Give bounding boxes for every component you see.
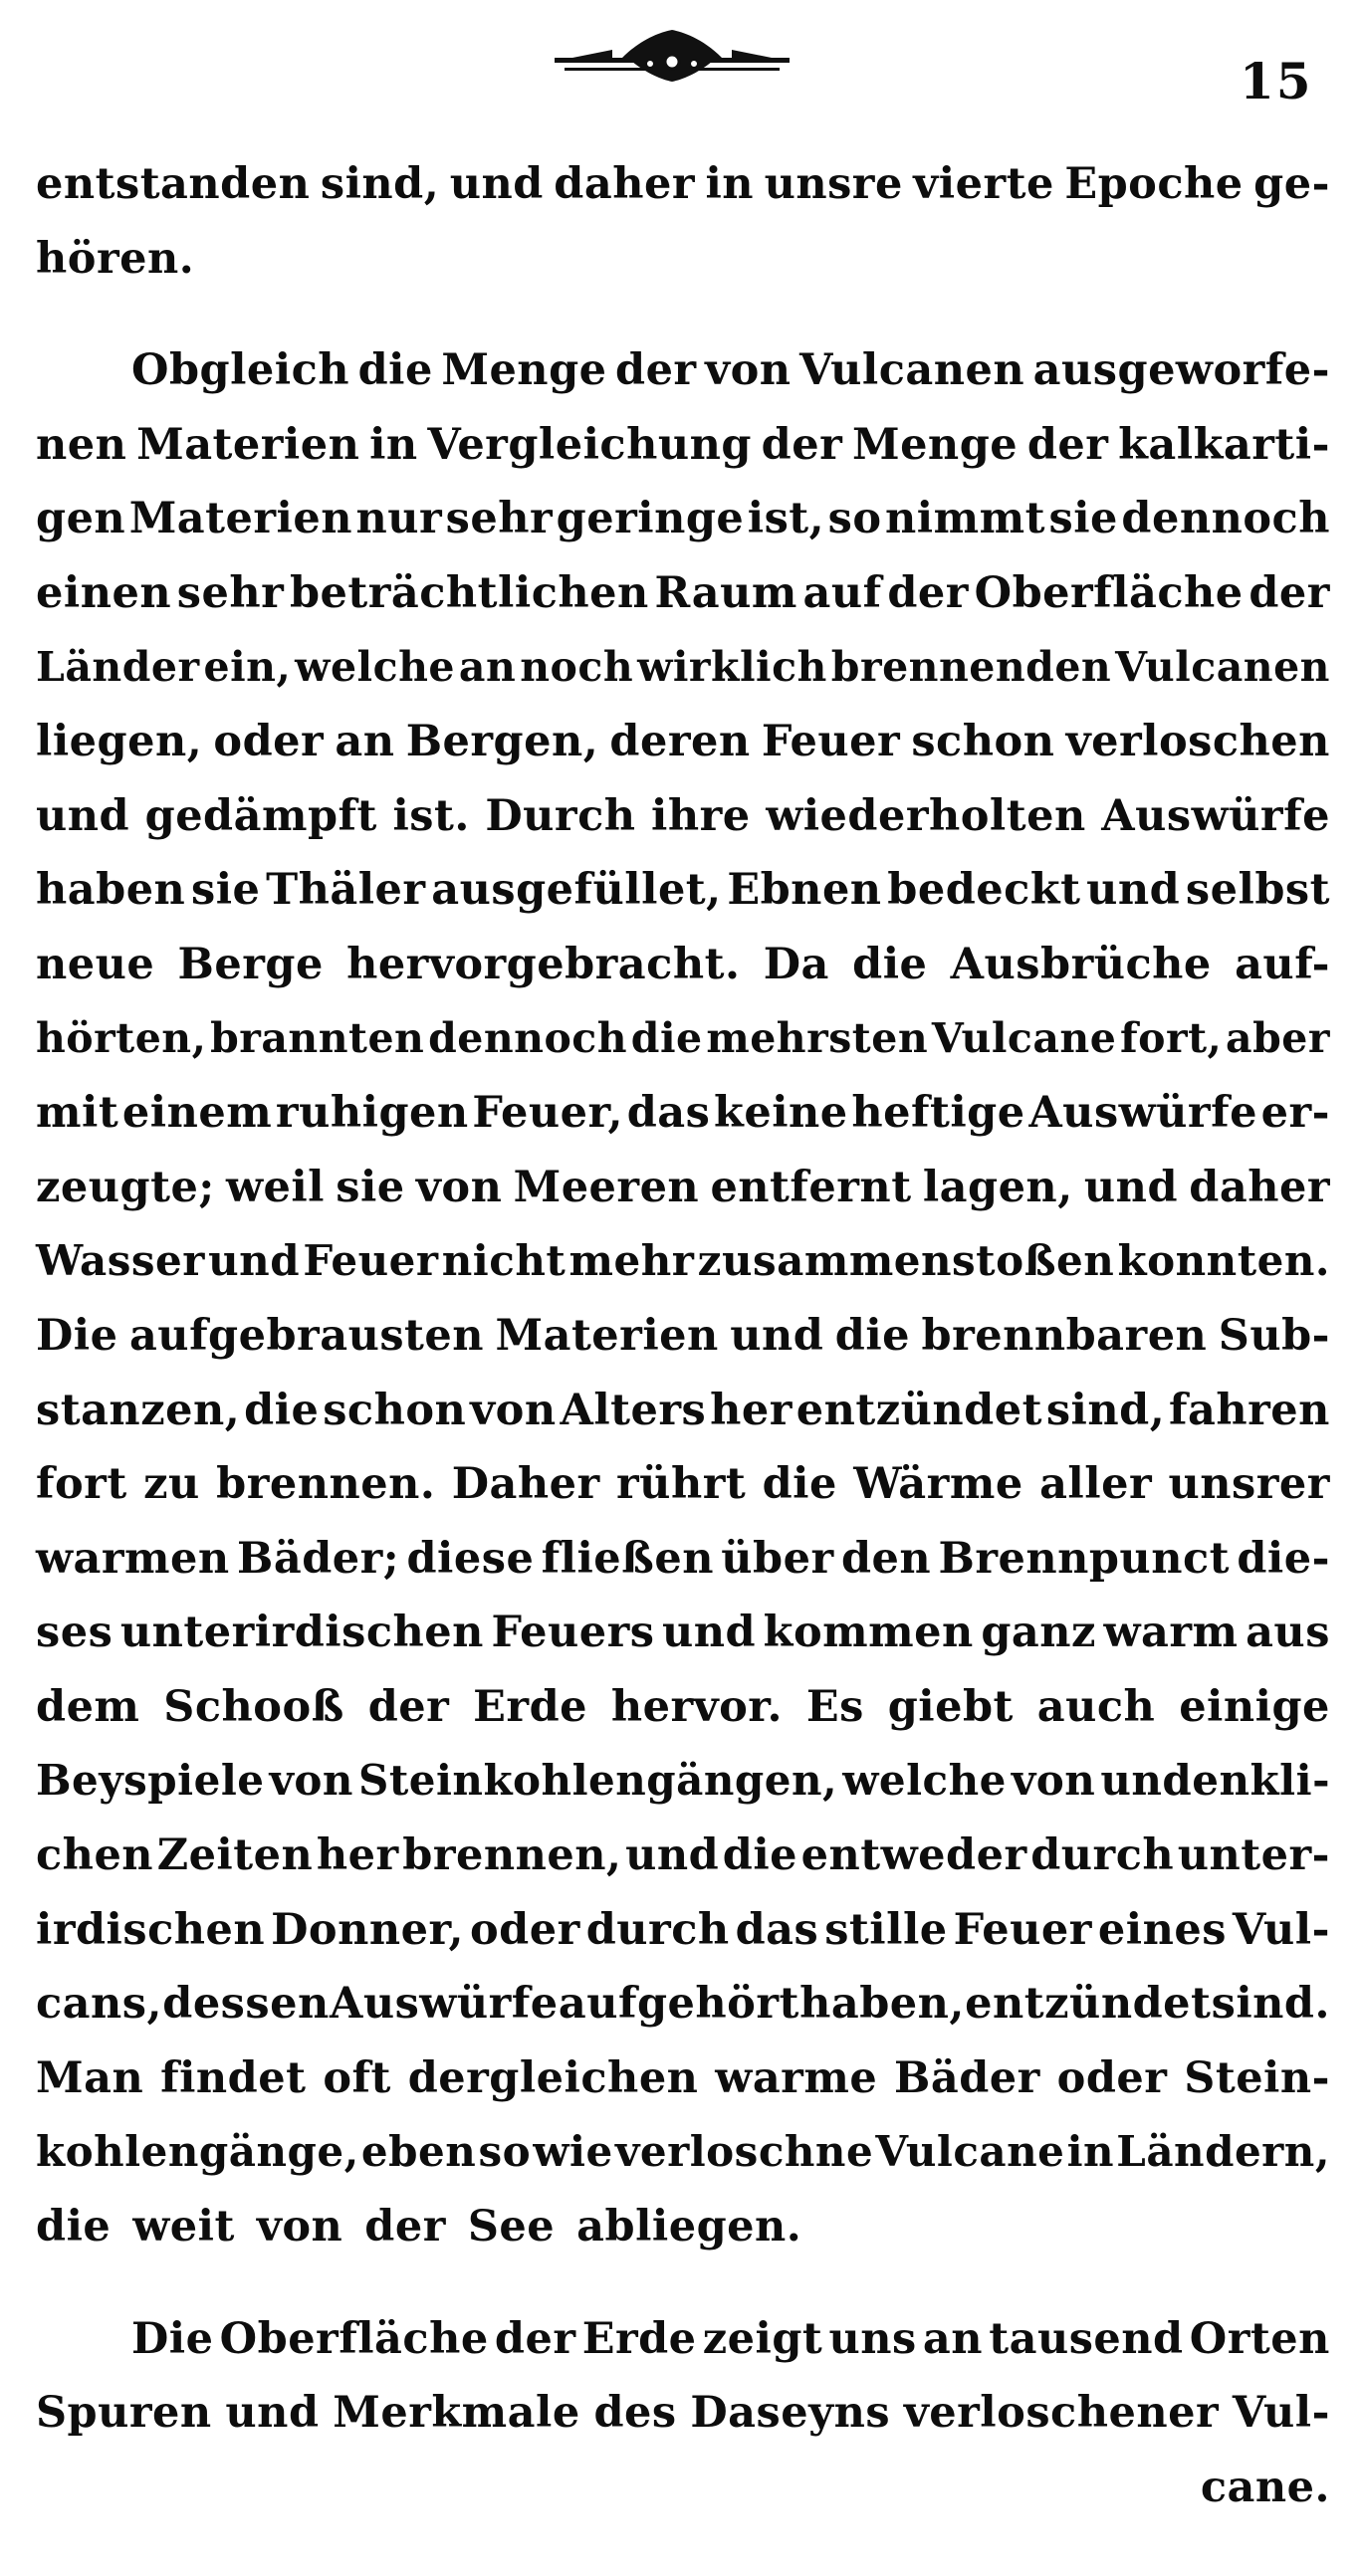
word: cane.	[1200, 2462, 1330, 2512]
word: warme	[715, 2052, 878, 2103]
word: sie	[336, 1162, 405, 1212]
word: und	[225, 2388, 320, 2439]
word: Meeren	[513, 1162, 700, 1212]
word: zu	[143, 1459, 200, 1510]
word: über	[721, 1533, 834, 1584]
text-line	[36, 1236, 1330, 1311]
word: heftige	[851, 1088, 1025, 1139]
word: Die	[131, 2313, 214, 2364]
text-line	[36, 2202, 1330, 2276]
word: ein,	[203, 642, 292, 691]
paragraph-gap	[36, 2276, 1330, 2314]
text-line	[36, 1756, 1330, 1830]
word: und	[1083, 1162, 1179, 1212]
word: keine	[714, 1088, 848, 1139]
word: unsrer	[1168, 1459, 1330, 1510]
word: haben	[36, 865, 186, 916]
word: und	[36, 790, 130, 841]
word: an	[922, 2313, 984, 2364]
word: ausgeworfe-	[1032, 345, 1330, 396]
word: kalkarti-	[1118, 419, 1330, 470]
word: Daseyns	[690, 2388, 891, 2439]
word: Steinkohlengängen,	[358, 1756, 838, 1806]
word: weit	[132, 2202, 235, 2253]
word: giebt	[887, 1681, 1014, 1732]
word: aufgehört	[558, 1979, 799, 2030]
word: er-	[1260, 1088, 1330, 1139]
word: sehr	[176, 567, 285, 618]
word: sie	[191, 865, 261, 916]
word: Feuers	[491, 1608, 655, 1658]
word: einem	[121, 1088, 273, 1139]
word: abliegen.	[576, 2202, 802, 2253]
word: eben	[360, 2127, 477, 2177]
word: Vul-	[1232, 2388, 1330, 2439]
word: mehrsten	[706, 1013, 929, 1062]
word: Man	[36, 2052, 144, 2103]
word: Es	[805, 1681, 864, 1732]
word: der	[494, 2313, 576, 2364]
word: schon	[323, 1385, 467, 1435]
body-text	[36, 159, 1330, 2536]
word: aller	[1039, 1459, 1153, 1510]
text-line	[36, 234, 1330, 309]
word: noch	[520, 642, 634, 691]
word: entweder	[800, 1830, 1027, 1881]
text-line	[36, 568, 1330, 643]
word: oft	[323, 2052, 391, 2103]
word: und	[449, 159, 544, 209]
word: zusammenstoßen	[697, 1236, 1115, 1286]
word: auf-	[1235, 939, 1330, 989]
word: sie	[1048, 494, 1118, 544]
word: nicht	[441, 1236, 567, 1286]
word: entzündet	[965, 1979, 1212, 2030]
word: uns	[828, 2313, 917, 2364]
word: das	[735, 1904, 819, 1955]
word: Feuer,	[472, 1088, 623, 1139]
text-line	[36, 1088, 1330, 1163]
word: und	[662, 1608, 757, 1658]
word: wiederholten	[766, 790, 1086, 841]
text-line	[36, 791, 1330, 866]
word: aber	[1226, 1013, 1330, 1062]
word: Wasser	[36, 1236, 205, 1286]
word: brannten	[210, 1013, 425, 1062]
text-line	[36, 1905, 1330, 1980]
word: ge-	[1253, 159, 1330, 209]
word: die	[762, 1459, 837, 1510]
text-line	[36, 2314, 1330, 2389]
word: sind,	[320, 159, 440, 209]
word: sehr	[445, 494, 554, 544]
word: durch	[1030, 1830, 1175, 1881]
word: Ebnen	[727, 865, 882, 916]
word: Menge	[441, 345, 607, 396]
word: hörten,	[36, 1013, 207, 1062]
word: Vul-	[1232, 1904, 1330, 1955]
word: Ausbrüche	[950, 939, 1212, 989]
word: findet	[160, 2052, 307, 2103]
word: und	[1086, 865, 1181, 916]
word: haben,	[799, 1979, 965, 2030]
word: sind,	[1045, 1385, 1166, 1435]
word: rührt	[616, 1459, 747, 1510]
word: der	[1248, 567, 1330, 618]
word: wie	[533, 2127, 613, 2177]
word: so	[478, 2127, 532, 2177]
word: Materien	[495, 1310, 719, 1361]
word: dennoch	[1121, 494, 1330, 544]
word: und	[208, 1236, 301, 1286]
word: die	[722, 1830, 798, 1881]
word: Vulcane	[931, 1013, 1117, 1062]
word: hervorgebracht.	[346, 939, 741, 989]
word: Oberfläche	[974, 567, 1244, 618]
word: Oberfläche	[219, 2313, 489, 2364]
word: in	[705, 159, 755, 209]
word: einen	[36, 567, 172, 618]
word: der	[367, 1681, 450, 1732]
word: kohlengänge,	[36, 2127, 359, 2177]
word: entfernt	[710, 1162, 912, 1212]
word: mehr	[568, 1236, 695, 1286]
word: von	[256, 2202, 343, 2253]
text-line	[36, 494, 1330, 568]
word: Epoche	[1064, 159, 1244, 209]
word: her	[710, 1385, 793, 1435]
word: Auswürfe	[1101, 790, 1330, 841]
word: verloschen	[1065, 717, 1330, 767]
word: weil	[225, 1162, 325, 1212]
word: hervor.	[610, 1681, 783, 1732]
word: der	[761, 419, 843, 470]
page-number: 15	[1240, 52, 1313, 110]
word: nen	[36, 419, 127, 470]
word: Materien	[128, 494, 352, 544]
word: entstanden	[36, 159, 311, 209]
word: ruhigen	[275, 1088, 469, 1139]
word: dem	[36, 1681, 140, 1732]
word: Auswürfe	[1028, 1088, 1257, 1139]
word: Beyspiele	[36, 1756, 265, 1806]
text-line	[36, 940, 1330, 1014]
word: Vulcanen	[799, 345, 1025, 396]
word: ses	[36, 1608, 114, 1658]
word: oder	[213, 717, 325, 767]
word: durch	[585, 1904, 730, 1955]
word: Brennpunct	[938, 1533, 1231, 1584]
word: cans,	[36, 1979, 162, 2030]
word: Raum	[654, 567, 797, 618]
word: zeigt	[702, 2313, 823, 2364]
word: an	[458, 642, 517, 691]
word: Durch	[485, 790, 636, 841]
word: die	[244, 1385, 320, 1435]
text-line	[36, 1311, 1330, 1386]
word: aufgebrausten	[128, 1310, 485, 1361]
word: ist,	[747, 494, 825, 544]
text-line	[36, 159, 1330, 234]
word: fort	[36, 1459, 127, 1510]
word: Schooß	[163, 1681, 344, 1732]
word: welche	[295, 642, 455, 691]
word: Berge	[177, 939, 324, 989]
word: die	[630, 1013, 703, 1062]
word: brennen.	[216, 1459, 436, 1510]
word: fahren	[1169, 1385, 1330, 1435]
word: oder	[1056, 2052, 1168, 2103]
word: Länder	[36, 642, 200, 691]
word: von	[415, 1162, 503, 1212]
paragraph-gap	[36, 308, 1330, 345]
word: daher	[1189, 1162, 1330, 1212]
word: ihre	[651, 790, 751, 841]
word: Menge	[851, 419, 1019, 470]
word: lagen,	[922, 1162, 1073, 1212]
word: Stein-	[1184, 2052, 1330, 2103]
text-line	[36, 1608, 1330, 1682]
text-line	[36, 2463, 1330, 2537]
word: dennoch	[428, 1013, 628, 1062]
word: schon	[911, 717, 1055, 767]
word: unter-	[1177, 1830, 1330, 1881]
word: Thäler	[266, 865, 426, 916]
word: aus	[1246, 1608, 1330, 1658]
word: Materien	[136, 419, 360, 470]
text-line	[36, 1979, 1330, 2053]
word: Alters	[560, 1385, 707, 1435]
word: Daher	[451, 1459, 600, 1510]
word: nur	[355, 494, 443, 544]
word: chen	[36, 1830, 154, 1881]
word: geringe	[556, 494, 745, 544]
word: Sub-	[1218, 1310, 1330, 1361]
word: sind.	[1211, 1979, 1330, 2030]
word: auch	[1036, 1681, 1156, 1732]
word: liegen,	[36, 717, 203, 767]
word: Erde	[473, 1681, 587, 1732]
word: warmen	[36, 1533, 230, 1584]
word: fließen	[541, 1533, 714, 1584]
word: stille	[824, 1904, 948, 1955]
word: Zeiten	[156, 1830, 314, 1881]
word: ausgefüllet,	[431, 865, 722, 916]
word: Merkmale	[333, 2388, 580, 2439]
word: dessen	[162, 1979, 330, 2030]
text-line	[36, 420, 1330, 495]
word: Obgleich	[131, 345, 350, 396]
word: diese	[406, 1533, 535, 1584]
word: gedämpft	[144, 790, 377, 841]
word: Auswürfe	[329, 1979, 559, 2030]
word: Bäder	[894, 2052, 1040, 2103]
word: das	[626, 1088, 711, 1139]
word: auf	[802, 567, 882, 618]
word: Wärme	[853, 1459, 1023, 1510]
word: daher	[554, 159, 695, 209]
word: Ländern,	[1116, 2127, 1330, 2177]
word: entzündet	[795, 1385, 1042, 1435]
word: Vulcane	[875, 2127, 1065, 2177]
text-line	[36, 1830, 1330, 1905]
word: unsre	[764, 159, 903, 209]
word: stanzen,	[36, 1385, 241, 1435]
word: irdischen	[36, 1904, 266, 1955]
word: des	[593, 2388, 677, 2439]
word: kommen	[763, 1608, 974, 1658]
text-line	[36, 1682, 1330, 1757]
word: und	[625, 1830, 720, 1881]
text-line	[36, 345, 1330, 420]
word: Spuren	[36, 2388, 212, 2439]
word: deren	[609, 717, 751, 767]
word: der	[1026, 419, 1109, 470]
word: die	[36, 2202, 112, 2253]
word: der	[887, 567, 969, 618]
word: brennbaren	[921, 1310, 1208, 1361]
word: Vergleichung	[427, 419, 752, 470]
text-line	[36, 1163, 1330, 1237]
word: oder	[469, 1904, 580, 1955]
word: von	[470, 1385, 557, 1435]
word: warm	[1103, 1608, 1239, 1658]
text-line	[36, 2127, 1330, 2202]
word: wirklich	[637, 642, 827, 691]
word: ganz	[981, 1608, 1096, 1658]
word: konnten.	[1117, 1236, 1330, 1286]
word: von	[705, 345, 792, 396]
word: Bergen,	[405, 717, 599, 767]
word: gen	[36, 494, 126, 544]
word: die	[834, 1310, 911, 1361]
word: Die	[36, 1310, 118, 1361]
word: Vulcanen	[1115, 642, 1330, 691]
word: unterirdischen	[119, 1608, 484, 1658]
word: fort,	[1120, 1013, 1223, 1062]
printer-ornament-icon	[553, 28, 792, 90]
word: Feuer	[761, 717, 901, 767]
word: bedeckt	[887, 865, 1081, 916]
word: undenkli-	[1100, 1756, 1330, 1806]
word: her	[316, 1830, 399, 1881]
word: einige	[1179, 1681, 1330, 1732]
word: verloschener	[903, 2388, 1220, 2439]
word: Bäder;	[236, 1533, 400, 1584]
word: brennen,	[402, 1830, 622, 1881]
word: dergleichen	[407, 2052, 699, 2103]
word: welche	[842, 1756, 1007, 1806]
word: in	[1066, 2127, 1115, 2177]
word: von	[269, 1756, 353, 1806]
word: und	[730, 1310, 824, 1361]
word: hören.	[36, 233, 195, 284]
word: den	[840, 1533, 932, 1584]
text-line	[36, 1014, 1330, 1089]
word: ist.	[392, 790, 470, 841]
word: See	[467, 2202, 556, 2253]
word: vierte	[913, 159, 1054, 209]
word: Feuer	[953, 1904, 1092, 1955]
word: Erde	[581, 2313, 697, 2364]
word: beträchtlichen	[289, 567, 649, 618]
text-line	[36, 1386, 1330, 1460]
word: Da	[763, 939, 829, 989]
word: zeugte;	[36, 1162, 215, 1212]
word: mit	[36, 1088, 119, 1139]
word: Feuer	[303, 1236, 439, 1286]
word: eines	[1097, 1904, 1227, 1955]
text-line	[36, 643, 1330, 718]
word: brennenden	[830, 642, 1112, 691]
word: verloschne	[614, 2127, 874, 2177]
word: Donner,	[271, 1904, 464, 1955]
text-line	[36, 717, 1330, 791]
word: in	[369, 419, 418, 470]
word: tausend	[989, 2313, 1184, 2364]
word: die	[852, 939, 928, 989]
word: an	[335, 717, 395, 767]
text-line	[36, 2388, 1330, 2463]
text-line	[36, 1534, 1330, 1609]
word: neue	[36, 939, 155, 989]
word: die-	[1237, 1533, 1330, 1584]
word: selbst	[1185, 865, 1330, 916]
word: so	[827, 494, 882, 544]
text-line	[36, 1459, 1330, 1534]
text-line	[36, 865, 1330, 940]
word: von	[1011, 1756, 1096, 1806]
word: die	[357, 345, 433, 396]
word: der	[364, 2202, 446, 2253]
text-line	[36, 2053, 1330, 2128]
word: nimmt	[885, 494, 1046, 544]
word: der	[615, 345, 697, 396]
word: Orten	[1189, 2313, 1330, 2364]
